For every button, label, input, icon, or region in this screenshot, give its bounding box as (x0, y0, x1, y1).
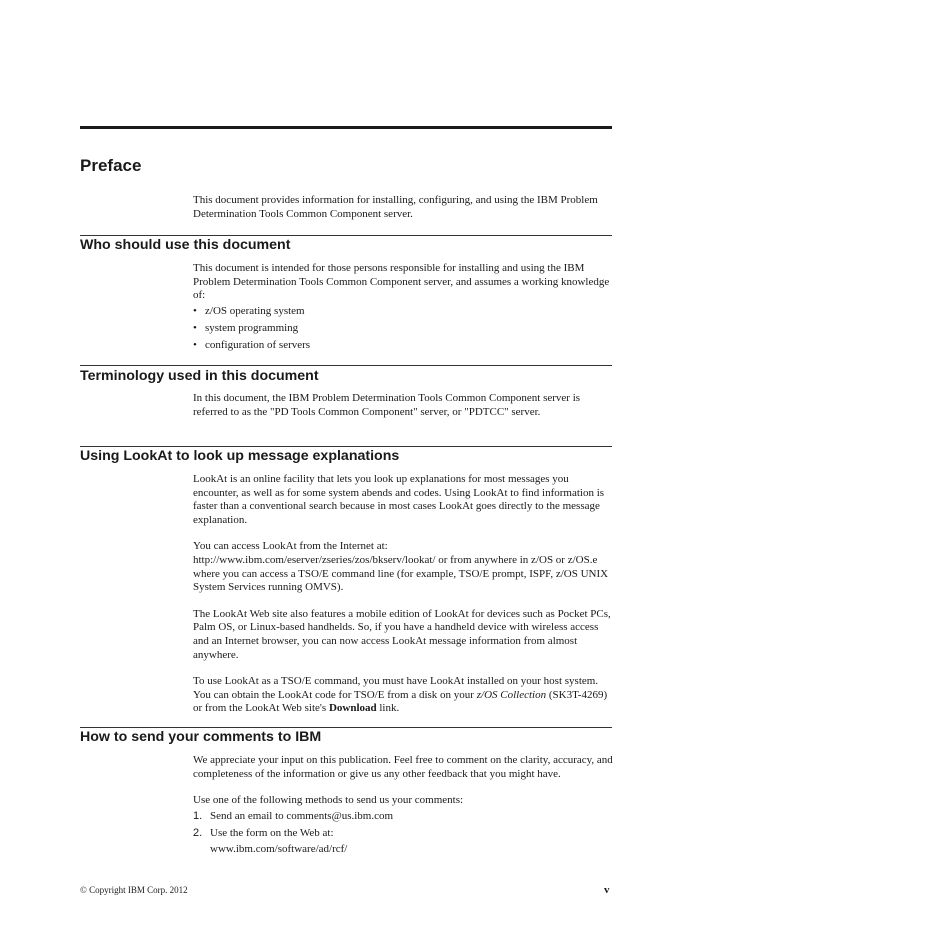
list-number: 2. (193, 826, 203, 839)
heading-comments: How to send your comments to IBM (80, 729, 322, 745)
section-divider (80, 446, 612, 447)
collection-title: z/OS Collection (476, 688, 547, 701)
lookat-paragraph-3: The LookAt Web site also features a mobile edition of LookAt for devices such as Pocket PCs, Palm OS, or Linux-based handhelds. So, if you have a handheld device with wireless access and an Internet browser, you can now access LookAt message information from almost anywhere. (193, 607, 611, 661)
heading-lookat: Using LookAt to look up message explanations (80, 448, 400, 464)
who-paragraph: This document is intended for those persons responsible for installing and using the IBM Problem Determination Tools Common Component server, and assumes a working knowledge of: (193, 262, 610, 302)
intro-paragraph: This document provides information for installing, configuring, and using the IBM Problem Determination Tools Common Component server. (193, 194, 598, 220)
list-item: • z/OS operating system (193, 305, 613, 322)
list-item: • configuration of servers (193, 339, 613, 356)
copyright: © Copyright IBM Corp. 2012 (80, 885, 188, 895)
section-divider (80, 235, 612, 236)
who-list (193, 305, 613, 356)
list-item: • system programming (193, 322, 613, 339)
lookat-paragraph-1: LookAt is an online facility that lets you look up explanations for most messages you encounter, as well as for some system abends and codes. Using LookAt to find information is faster than a conventional search because in most cases LookAt goes directly to the message explanation. (193, 473, 605, 526)
lookat-p4-text: To use LookAt as a TSO/E command, you must have LookAt installed on your host system. You can obtain the LookAt code for TSO/E from a disk on your (193, 675, 599, 701)
heading-who: Who should use this document (80, 237, 291, 253)
intro-text (193, 194, 613, 221)
terminology-paragraph: In this document, the IBM Problem Determination Tools Common Component server is referred to as the "PD Tools Common Component" server, or "PDTCC" server. (193, 392, 581, 418)
comments-paragraph-1: We appreciate your input on this publication. Feel free to comment on the clarity, accuracy, and completeness of the information or give us any other feedback that you might have. (193, 754, 613, 780)
comments-paragraph-2: Use one of the following methods to send us your comments: (193, 794, 464, 807)
section-comments (193, 754, 613, 857)
section-divider (80, 365, 612, 366)
lookat-paragraph-4 (193, 675, 613, 716)
section-divider (80, 727, 612, 728)
comments-list (193, 810, 613, 857)
list-item-text: Use the form on the Web at: (210, 826, 334, 839)
list-number: 1. (193, 809, 203, 822)
lookat-p4-text: (SK3T-4269) or from the LookAt Web site's (193, 688, 608, 715)
heading-terminology: Terminology used in this document (80, 368, 319, 384)
web-form-url: www.ibm.com/software/ad/rcf/ (210, 843, 348, 856)
section-who (193, 262, 613, 356)
list-item (193, 810, 613, 827)
list-item-text: Send an email to comments@us.ibm.com (210, 809, 394, 822)
lookat-p4-text: link. (376, 702, 400, 715)
section-terminology (193, 392, 613, 419)
list-item (193, 827, 613, 857)
page-title: Preface (80, 156, 142, 175)
lookat-paragraph-2: You can access LookAt from the Internet at: http://www.ibm.com/eserver/zseries/zos/bkserv/lookat/ or from anywhere in z/OS or z/OS.e where you can access a TSO/E command line (for example, TSO/E prompt, ISPF, z/OS UNIX System Services running OMVS). (193, 540, 609, 594)
page-number: v (604, 884, 610, 896)
download-label: Download (328, 702, 377, 715)
top-rule (80, 126, 612, 129)
section-lookat (193, 473, 613, 716)
